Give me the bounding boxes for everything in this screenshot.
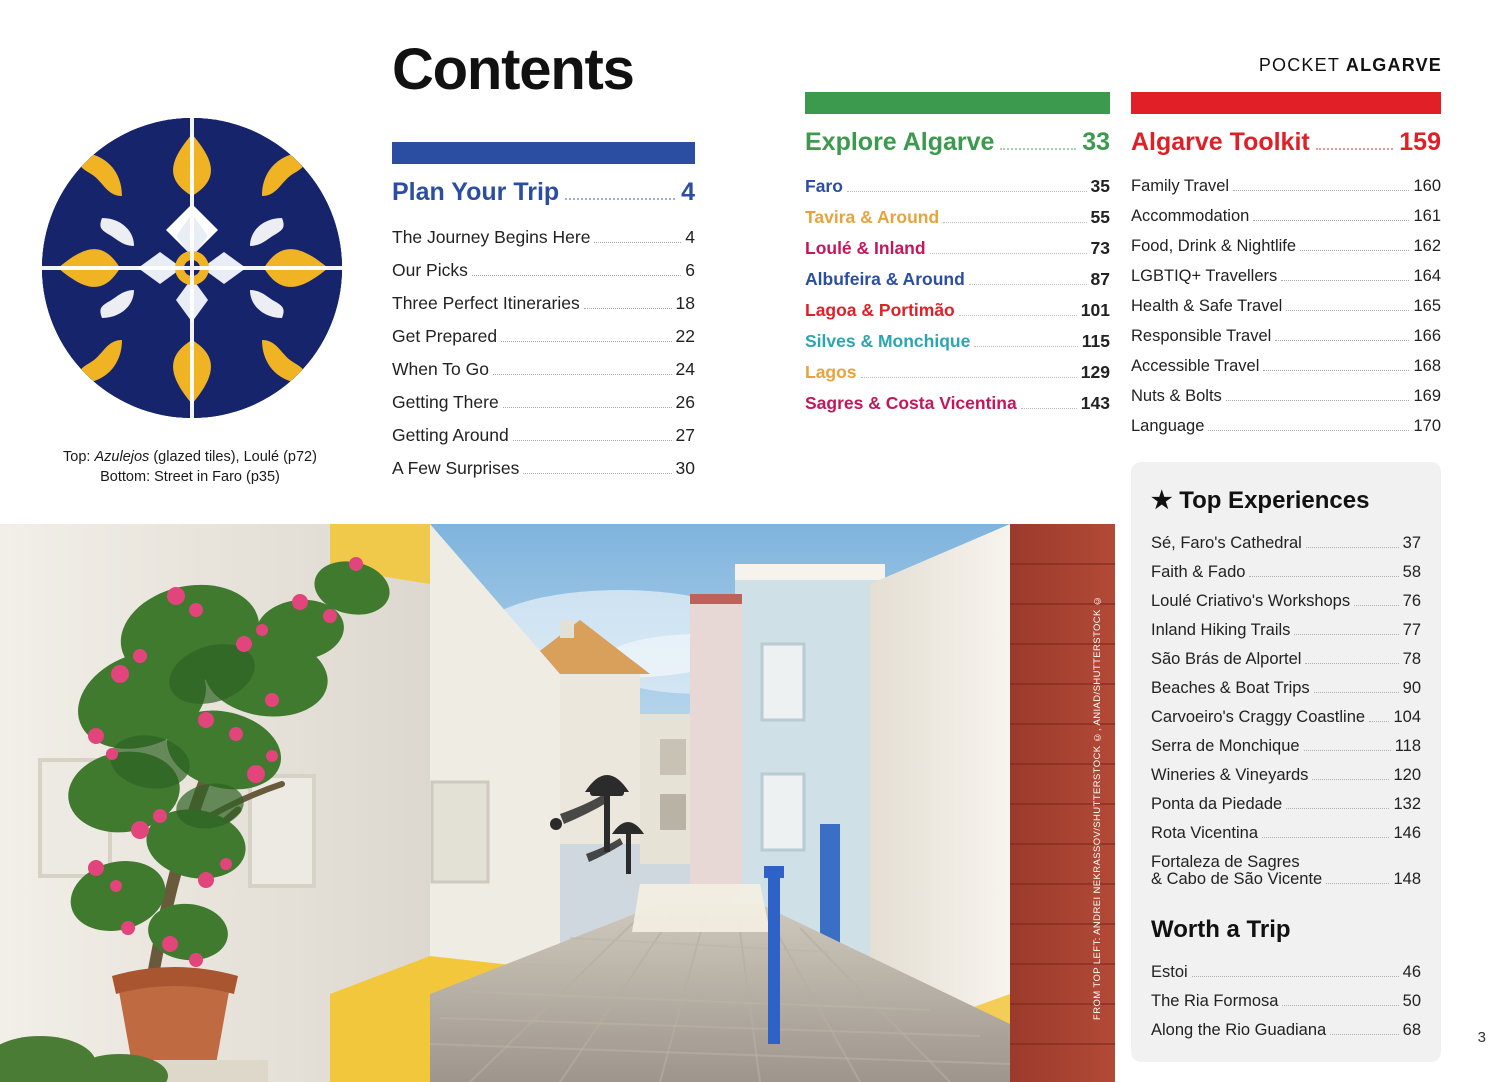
toc-page: 58 (1402, 563, 1421, 581)
list-item[interactable] (392, 353, 695, 386)
toc-label: Ponta da Piedade (1151, 795, 1283, 813)
toc-page: 165 (1413, 296, 1441, 315)
toc-label: A Few Surprises (392, 457, 520, 478)
toc-page: 37 (1402, 534, 1421, 552)
list-item[interactable] (1151, 616, 1421, 645)
toc-leader (1262, 837, 1389, 838)
toc-leader (1305, 663, 1398, 664)
toc-leader (969, 284, 1087, 285)
section-explore-algarve (805, 92, 1110, 419)
list-item[interactable] (1131, 411, 1441, 441)
toc-label: Loulé & Inland (805, 237, 926, 258)
top-experiences-list (1151, 529, 1421, 894)
star-icon: ★ (1151, 487, 1173, 514)
list-item[interactable] (1131, 321, 1441, 351)
list-item[interactable] (805, 326, 1110, 357)
toc-leader (1263, 370, 1409, 371)
section-algarve-toolkit (1131, 92, 1441, 441)
toc-leader (959, 315, 1077, 316)
image-caption (20, 448, 360, 487)
toc-page: 26 (675, 391, 695, 412)
list-item[interactable] (805, 295, 1110, 326)
toolkit-toc-list (1131, 171, 1441, 441)
toolkit-section-heading[interactable] (1131, 128, 1441, 157)
toc-page: 76 (1402, 592, 1421, 610)
toc-page: 160 (1413, 176, 1441, 195)
toc-leader (1286, 808, 1389, 809)
toc-label: Three Perfect Itineraries (392, 292, 580, 313)
toc-leader (1354, 605, 1399, 606)
toc-page: 162 (1413, 236, 1441, 255)
toc-page: 146 (1393, 824, 1421, 842)
list-item[interactable] (1131, 261, 1441, 291)
list-item[interactable] (805, 357, 1110, 388)
toc-leader (503, 407, 672, 408)
toc-page: 50 (1402, 991, 1421, 1010)
toc-leader (943, 222, 1086, 223)
toc-label: Language (1131, 416, 1205, 435)
toc-label: The Ria Formosa (1151, 991, 1279, 1010)
toc-leader (1306, 547, 1399, 548)
toc-page: 169 (1413, 386, 1441, 405)
toc-leader (1314, 692, 1399, 693)
toc-leader (1192, 976, 1399, 977)
top-experiences-heading (1151, 486, 1421, 515)
list-item[interactable] (1151, 529, 1421, 558)
toc-leader (1312, 779, 1389, 780)
toc-page: 77 (1402, 621, 1421, 639)
toolkit-heading-leader (1316, 148, 1394, 150)
street-photo (0, 524, 1115, 1082)
list-item[interactable] (1131, 171, 1441, 201)
street-photo-illustration (0, 524, 1115, 1082)
list-item[interactable] (1131, 351, 1441, 381)
list-item[interactable] (1151, 848, 1421, 894)
plan-heading-page: 4 (681, 178, 695, 206)
toc-page: 148 (1393, 869, 1421, 888)
toolkit-heading-label: Algarve Toolkit (1131, 128, 1310, 156)
explore-heading-label: Explore Algarve (805, 128, 995, 156)
caption-bottom: Bottom: Street in Faro (p35) (100, 468, 280, 485)
explore-color-bar (805, 92, 1110, 114)
list-item[interactable] (1131, 291, 1441, 321)
toc-leader (1326, 883, 1389, 884)
toc-label: Tavira & Around (805, 206, 940, 227)
toc-label: Health & Safe Travel (1131, 296, 1283, 315)
toc-page: 118 (1394, 737, 1421, 755)
explore-section-heading[interactable] (805, 128, 1110, 157)
list-item[interactable] (392, 287, 695, 320)
toc-label: Silves & Monchique (805, 330, 971, 351)
toc-page: 24 (675, 358, 695, 379)
toc-page: 22 (675, 325, 695, 346)
list-item[interactable] (392, 419, 695, 452)
toc-label: Carvoeiro's Craggy Coastline (1151, 708, 1366, 726)
toc-label: Faith & Fado (1151, 563, 1246, 581)
toc-page: 132 (1393, 795, 1421, 813)
toc-leader (1286, 310, 1409, 311)
toc-page: 120 (1393, 766, 1421, 784)
toc-label: Beaches & Boat Trips (1151, 679, 1310, 697)
toc-label: Getting Around (392, 424, 509, 445)
toc-leader (861, 377, 1077, 378)
toc-label: When To Go (392, 358, 489, 379)
toc-leader (1369, 721, 1389, 722)
toc-leader (493, 374, 672, 375)
plan-color-bar (392, 142, 695, 164)
toc-leader (1253, 220, 1409, 221)
list-item[interactable] (805, 264, 1110, 295)
toc-page: 170 (1413, 416, 1441, 435)
toc-label: Sé, Faro's Cathedral (1151, 534, 1302, 552)
toc-page: 168 (1413, 356, 1441, 375)
toc-page: 46 (1402, 962, 1421, 981)
list-item[interactable] (1131, 231, 1441, 261)
top-experiences-panel (1131, 462, 1441, 1062)
list-item[interactable] (1151, 674, 1421, 703)
plan-heading-label: Plan Your Trip (392, 178, 560, 206)
toc-page: 129 (1080, 361, 1110, 382)
list-item[interactable] (392, 254, 695, 287)
list-item[interactable] (392, 452, 695, 485)
list-item[interactable] (1151, 587, 1421, 616)
toc-label-line1: Fortaleza de Sagres (1151, 853, 1300, 871)
plan-toc-list (392, 221, 695, 485)
toc-label: Accessible Travel (1131, 356, 1260, 375)
list-item[interactable] (392, 386, 695, 419)
list-item[interactable] (1131, 381, 1441, 411)
toc-label: Serra de Monchique (1151, 737, 1300, 755)
toc-leader (1226, 400, 1410, 401)
running-head-light: POCKET (1258, 55, 1340, 75)
list-item[interactable] (805, 202, 1110, 233)
toc-page: 4 (685, 226, 695, 247)
toc-page: 166 (1413, 326, 1441, 345)
tile-circle (42, 118, 342, 418)
page-number: 3 (1477, 1029, 1486, 1046)
toc-leader (847, 191, 1087, 192)
toc-leader (1282, 1005, 1398, 1006)
list-item[interactable] (1151, 819, 1421, 848)
toc-page: 55 (1090, 206, 1110, 227)
toc-label: Sagres & Costa Vicentina (805, 392, 1017, 413)
toc-leader (930, 253, 1087, 254)
toc-label: Faro (805, 175, 843, 196)
toc-label: Loulé Criativo's Workshops (1151, 592, 1351, 610)
toc-label: Estoi (1151, 962, 1188, 981)
explore-toc-list (805, 171, 1110, 419)
toc-leader (501, 341, 671, 342)
toc-leader (1330, 1034, 1398, 1035)
toc-label: Along the Rio Guadiana (1151, 1020, 1327, 1039)
toc-label: Lagoa & Portimão (805, 299, 955, 320)
toc-page: 35 (1090, 175, 1110, 196)
section-plan-your-trip (392, 142, 695, 485)
azulejo-tile-image (42, 118, 342, 418)
list-item[interactable] (1151, 558, 1421, 587)
toc-page: 90 (1402, 679, 1421, 697)
toc-label: Responsible Travel (1131, 326, 1272, 345)
toc-label: Wineries & Vineyards (1151, 766, 1309, 784)
toc-leader (1300, 250, 1409, 251)
toc-label: Inland Hiking Trails (1151, 621, 1291, 639)
toc-label: Our Picks (392, 259, 468, 280)
list-item[interactable] (1151, 987, 1421, 1016)
toolkit-heading-page: 159 (1399, 128, 1441, 156)
caption-top-italic: Azulejos (94, 449, 150, 465)
worth-a-trip-heading: Worth a Trip (1151, 915, 1291, 943)
toc-page: 104 (1393, 708, 1421, 726)
plan-heading-leader (565, 198, 675, 200)
photo-credit: FROM TOP LEFT: ANDREI NEKRASSOV/SHUTTERSTOCK ©, ANIAD/SHUTTERSTOCK © (1092, 594, 1103, 1020)
toc-label: Accommodation (1131, 206, 1250, 225)
toc-page: 27 (675, 424, 695, 445)
toc-leader (472, 275, 681, 276)
toc-leader (594, 242, 681, 243)
toc-label: São Brás de Alportel (1151, 650, 1302, 668)
toc-page: 18 (675, 292, 695, 313)
toc-leader (1208, 430, 1409, 431)
toc-label-line2: & Cabo de São Vicente (1151, 869, 1323, 888)
list-item[interactable] (1131, 201, 1441, 231)
list-item[interactable] (1151, 1016, 1421, 1045)
toc-label: Nuts & Bolts (1131, 386, 1222, 405)
toolkit-color-bar (1131, 92, 1441, 114)
worth-a-trip-list (1151, 958, 1421, 1045)
explore-heading-page: 33 (1082, 128, 1110, 156)
toc-label: Food, Drink & Nightlife (1131, 236, 1297, 255)
toc-page: 30 (675, 457, 695, 478)
list-item[interactable] (805, 388, 1110, 419)
toc-page: 143 (1080, 392, 1110, 413)
toc-label: Rota Vicentina (1151, 824, 1259, 842)
list-item[interactable] (805, 233, 1110, 264)
toc-page: 6 (685, 259, 695, 280)
list-item[interactable] (1151, 645, 1421, 674)
toc-label: Lagos (805, 361, 857, 382)
explore-heading-leader (1000, 148, 1076, 150)
toc-label: Getting There (392, 391, 499, 412)
toc-leader (523, 473, 671, 474)
page-title: Contents (392, 37, 634, 102)
toc-leader (974, 346, 1077, 347)
top-experiences-label: Top Experiences (1179, 487, 1370, 514)
toc-page: 164 (1413, 266, 1441, 285)
plan-section-heading[interactable] (392, 178, 695, 207)
toc-leader (1021, 408, 1077, 409)
list-item[interactable] (1151, 703, 1421, 732)
toc-page: 73 (1090, 237, 1110, 258)
toc-page: 68 (1402, 1020, 1421, 1039)
toc-leader (584, 308, 672, 309)
toc-page: 87 (1090, 268, 1110, 289)
caption-top-rest: (glazed tiles), Loulé (p72) (149, 449, 317, 465)
caption-top-prefix: Top: (63, 449, 95, 465)
toc-label: Albufeira & Around (805, 268, 965, 289)
list-item[interactable] (1151, 958, 1421, 987)
list-item[interactable] (392, 221, 695, 254)
list-item[interactable] (1151, 790, 1421, 819)
toc-page: 115 (1081, 330, 1110, 351)
list-item[interactable] (392, 320, 695, 353)
azulejo-pattern-icon (42, 118, 342, 418)
toc-page: 161 (1413, 206, 1441, 225)
toc-page: 101 (1080, 299, 1110, 320)
list-item[interactable] (1151, 761, 1421, 790)
running-head (1259, 55, 1442, 76)
toc-leader (1249, 576, 1398, 577)
toc-leader (1275, 340, 1409, 341)
toc-label: Family Travel (1131, 176, 1230, 195)
list-item[interactable] (1151, 732, 1421, 761)
caption-top (20, 448, 360, 468)
toc-leader (1304, 750, 1391, 751)
list-item[interactable] (805, 171, 1110, 202)
toc-leader (513, 440, 672, 441)
toc-leader (1294, 634, 1398, 635)
toc-label: The Journey Begins Here (392, 226, 591, 247)
running-head-bold: ALGARVE (1345, 55, 1442, 75)
toc-leader (1281, 280, 1409, 281)
toc-leader (1233, 190, 1409, 191)
toc-label: Get Prepared (392, 325, 498, 346)
toc-page: 78 (1402, 650, 1421, 668)
toc-label: LGBTIQ+ Travellers (1131, 266, 1278, 285)
